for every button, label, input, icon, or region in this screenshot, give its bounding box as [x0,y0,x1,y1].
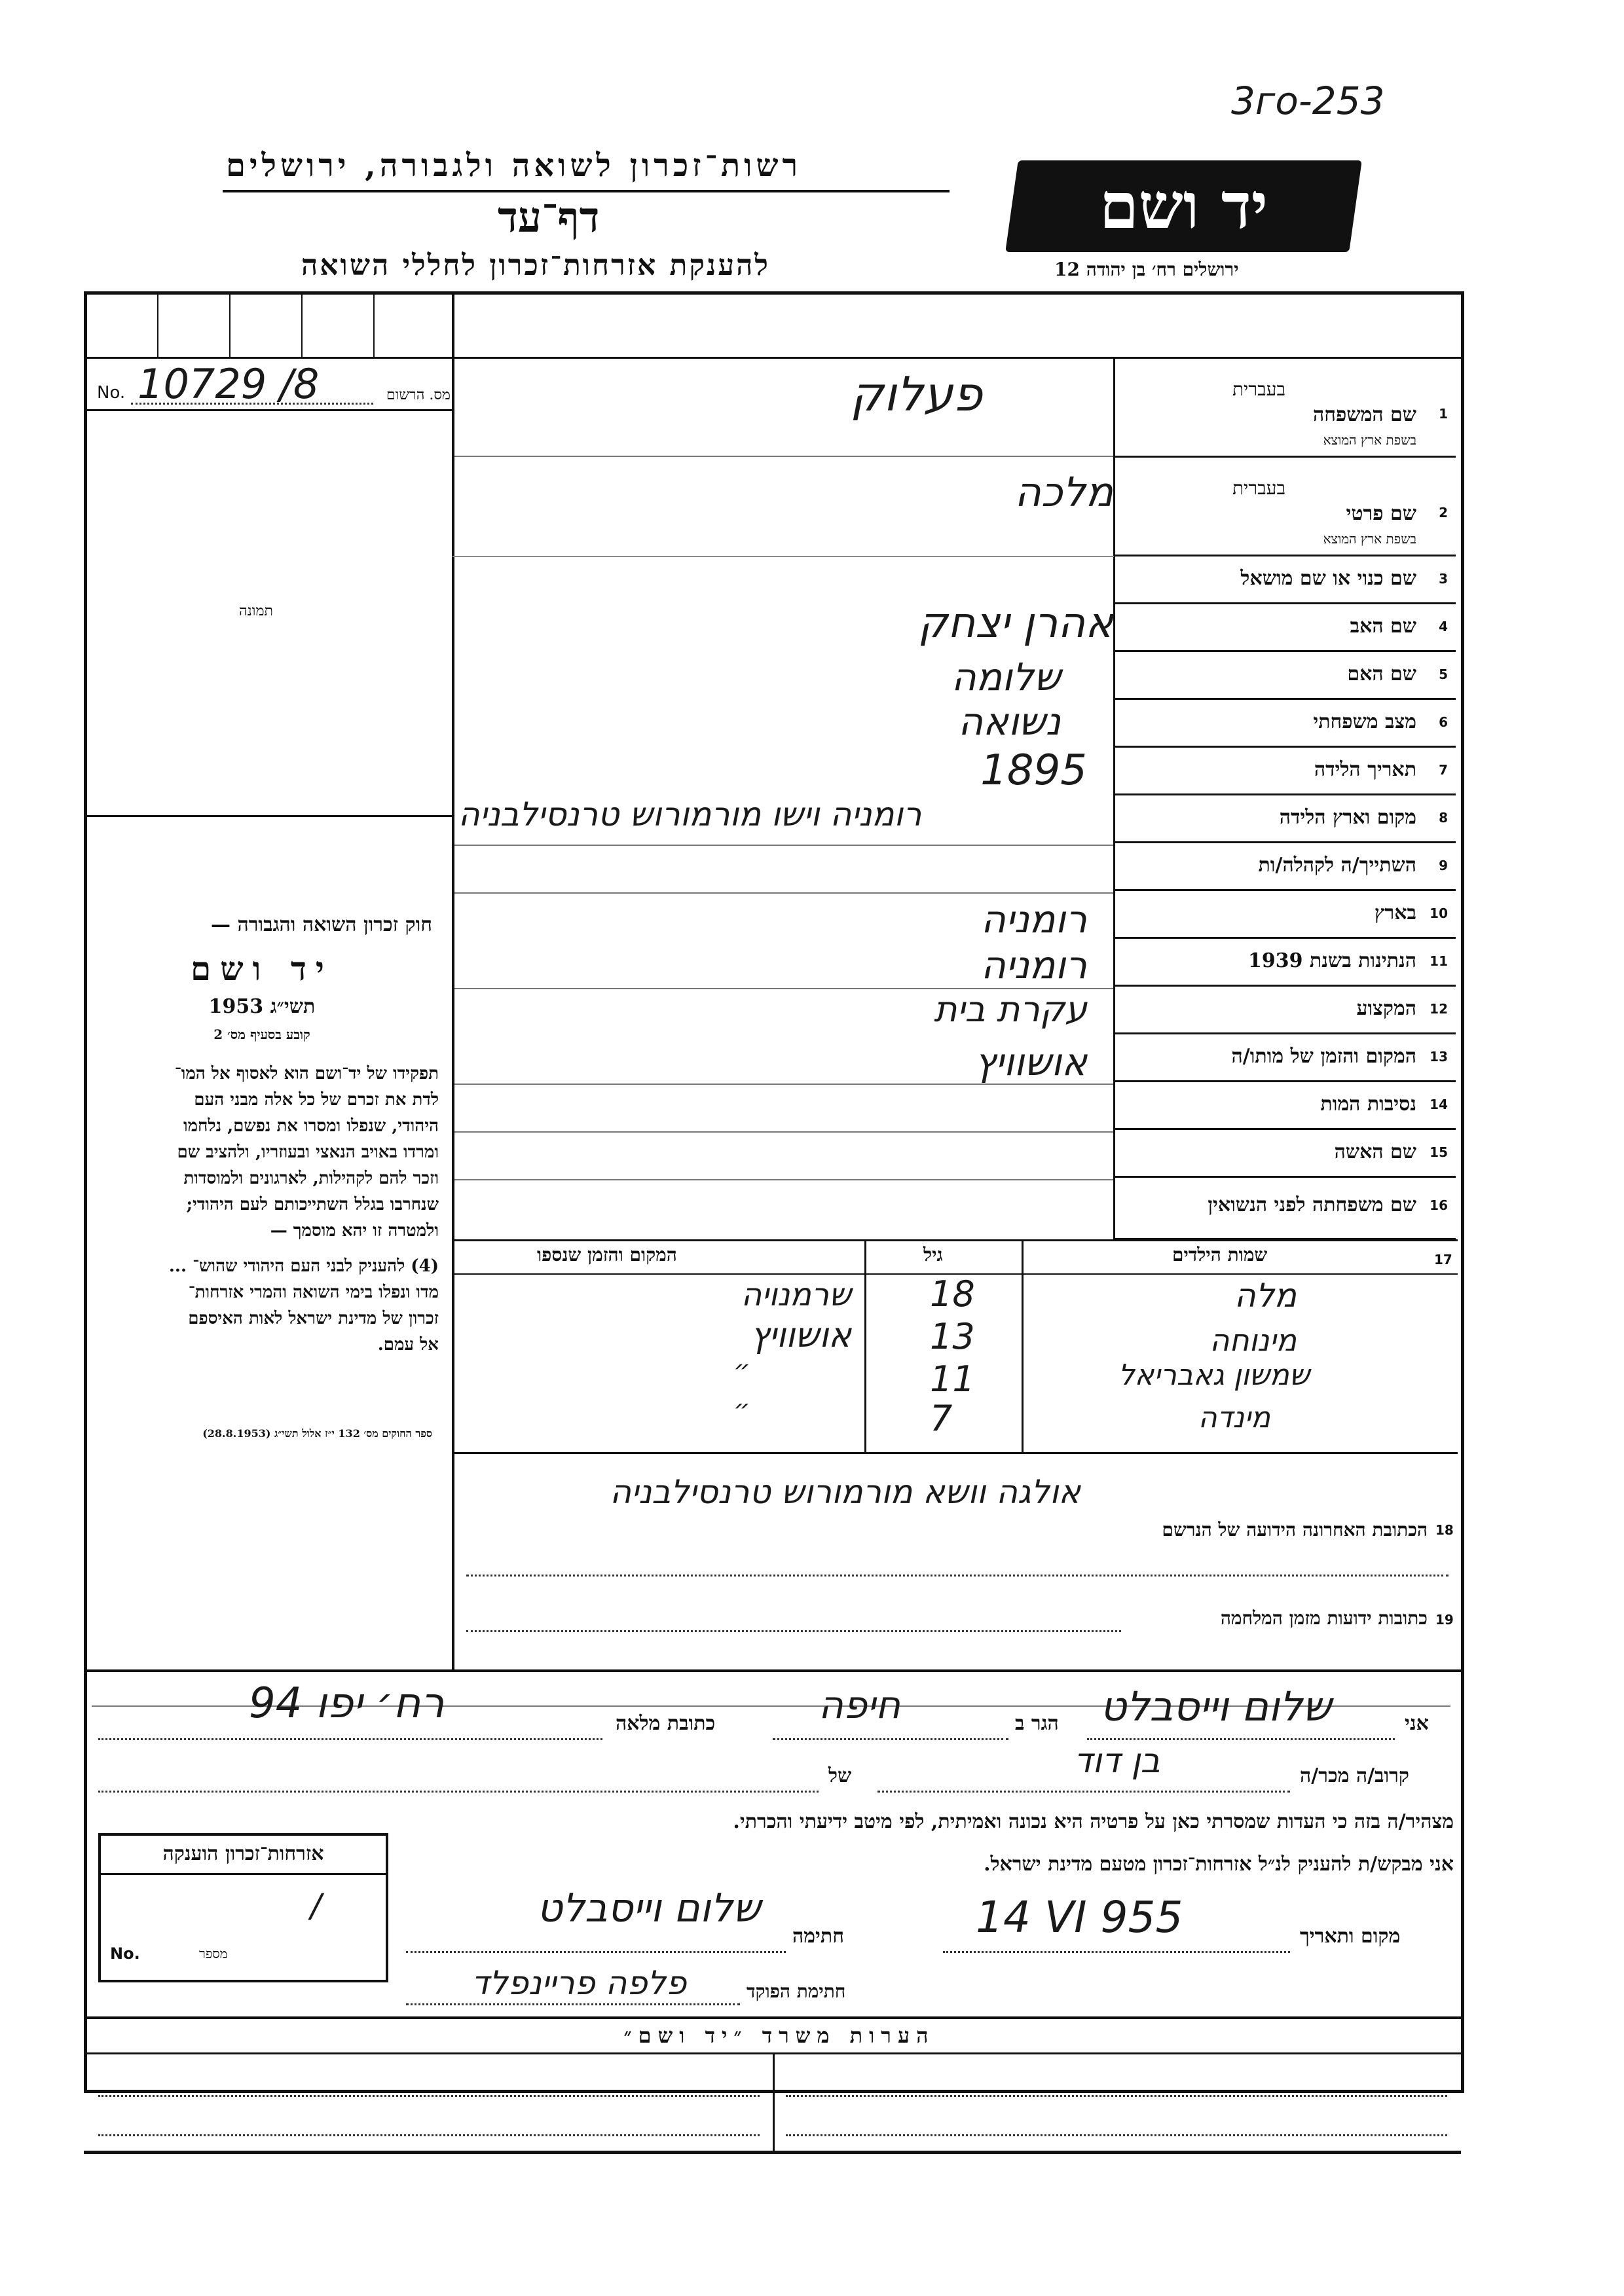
decl-statement-2: אני מבקש/ת להעניק לנ״ל אזרחות־זכרון מטעם מדינת ישראל. [984,1853,1454,1876]
law-line-8: (4) להעניק לבני העם היהודי שהוש־ ... [168,1256,439,1276]
field-label-wartime-addresses: כתובות ידועות מזמן המלחמה [1220,1607,1428,1629]
header-rule [223,190,950,192]
law-clause: קובע בסעיף מס׳ 2 [213,1027,310,1042]
decl-declarant: שלום וייסבלט [1100,1683,1332,1730]
citizenship-box [98,1833,388,1982]
country-lang-label-2: בשפת ארץ המוצא [1323,531,1416,547]
field-num-2: 2 [1439,505,1448,520]
field-label-birthdate: תאריך הלידה [1314,758,1416,781]
field-num-6: 6 [1439,714,1448,730]
law-line-5: וזכר להם לקהילות, לארגונים ולמוסדות [183,1169,439,1188]
value-father: אהרן יצחק [918,599,1113,647]
field-num-3: 3 [1439,571,1448,587]
field-label-maiden-name: שם משפחתה לפני הנשואין [1208,1194,1416,1216]
law-line-1: תפקידו של יד־ושם הוא לאסוף אל המו־ [174,1064,439,1084]
field-row-5 [1115,652,1456,700]
child-4-name: מינדה [1198,1401,1270,1434]
value-first-name: מלכה [1014,468,1113,516]
field-num-13: 13 [1430,1049,1448,1065]
children-field-num: 17 [1434,1252,1452,1267]
decl-relative-label: קרוב/ה מכר/ה [1300,1764,1409,1787]
law-line-11: אל עמם. [377,1335,439,1355]
field-row-1 [1115,359,1456,458]
citizenship-box-number-label: מספר [199,1946,228,1961]
field-row-9 [1115,843,1456,891]
law-name: יד ושם [191,949,333,988]
field-label-birthplace: מקום וארץ הלידה [1279,806,1416,829]
field-label-nationality: הנתינות בשנת 1939 [1247,949,1416,972]
value-country: רומניה [980,897,1087,941]
law-footnote: ספר החוקים מס׳ 132 י״ז אלול תשי״ג (28.8.1953) [202,1427,432,1440]
field-label-father: שם האב [1350,615,1416,638]
form-bottom-border [84,2151,1461,2154]
field-label-death-place: המקום והזמן של מותו/ה [1231,1045,1416,1068]
official-signature-label: חתימת הפוקד [747,1980,846,2002]
decl-of-label: של [828,1764,852,1787]
country-lang-label-1: בשפת ארץ המוצא [1323,432,1416,448]
field-num-8: 8 [1439,810,1448,826]
field-label-first-name: שם פרטי [1346,502,1416,525]
field-num-18: 18 [1435,1522,1454,1538]
file-number: 3го-253 [1231,79,1385,123]
child-1-age: 18 [930,1273,975,1315]
form-subtitle: להענקת אזרחות־זכרון לחללי השואה [301,249,771,282]
remarks-title: הערות משרד ״יד ושם״ [623,2023,935,2048]
law-heading: חוק זכרון השואה והגבורה — [211,913,432,936]
logo-text: יד ושם [1099,169,1268,243]
citizenship-box-title: אזרחות־זכרון הוענקה [101,1836,386,1875]
citizenship-box-no: No. [110,1944,140,1963]
value-surname: פעלוק [850,367,982,422]
field-num-7: 7 [1439,762,1448,778]
registration-prefix: No. [97,383,126,403]
registration-label: מס. הרשום [386,387,451,403]
field-row-8 [1115,795,1456,843]
field-label-wife: שם האשה [1334,1140,1416,1163]
field-label-alias: שם כנוי או שם מושאל [1240,567,1416,590]
header-address: ירושלים רח׳ בן יהודה 12 [1054,259,1239,280]
value-nationality: רומניה [980,943,1087,987]
law-line-9: מדו ונפלו בימי השואה והמרי אזרחות־ [188,1283,439,1302]
yad-vashem-logo [1005,160,1362,252]
law-line-3: היהודי, שנפלו ומסרו את נפשם, נלחמו [183,1116,439,1136]
children-header-place: המקום והזמן שנספו [537,1244,677,1266]
child-2-age: 13 [930,1316,975,1357]
field-num-12: 12 [1430,1001,1448,1017]
value-profession: עקרת בית [933,989,1087,1030]
photo-label: תמונה [239,603,273,619]
law-line-4: ומרדו באויב הנאצי ובעוזריו, ולהציב שם [177,1142,439,1162]
decl-address-label: כתובת מלאה [616,1712,716,1735]
field-label-last-address: הכתובת האחרונה הידועה של הנרשם [1162,1519,1428,1540]
child-3-place: ״ [733,1355,750,1385]
value-mother: שלומה [951,655,1061,699]
in-hebrew-label-2: בעברית [1232,477,1285,499]
field-num-19: 19 [1435,1612,1454,1628]
child-2-place: אושוויץ [750,1316,851,1355]
field-label-community: השתייך/ה לקהלה/ות [1258,854,1416,877]
children-header-age: גיל [923,1244,943,1266]
child-1-name: מלה [1234,1277,1297,1315]
field-label-country: בארץ [1374,902,1416,924]
field-row-6 [1115,700,1456,748]
field-num-16: 16 [1430,1197,1448,1213]
law-year: תשי״ג 1953 [208,995,316,1018]
authority-name: רשות־זכרון לשואה ולגבורה, ירושלים [226,147,802,184]
official-signature-value: פלפה פריינפלד [471,1964,687,2002]
value-birthplace: רומניה וישו מורמורוש טרנסילבניה [458,795,922,833]
place-date-value: 14 VI 955 [976,1892,1183,1942]
field-row-13 [1115,1034,1456,1082]
field-row-2 [1115,458,1456,556]
field-label-profession: המקצוע [1356,997,1416,1020]
in-hebrew-label-1: בעברית [1232,378,1285,400]
field-row-11 [1115,939,1456,987]
registration-number: 10729 /8 [138,360,320,408]
decl-i-label: אני [1405,1712,1429,1735]
field-num-14: 14 [1430,1097,1448,1112]
field-num-1: 1 [1439,406,1448,422]
decl-address: רח׳ יפו 94 [249,1679,445,1728]
field-row-16 [1115,1178,1456,1240]
decl-statement-1: מצהיר/ה בזה כי העדות שמסרתי כאן על פרטיה היא נכונה ואמיתית, לפי מיטב ידיעתי והכרתי. [733,1810,1454,1833]
field-num-5: 5 [1439,666,1448,682]
field-label-mother: שם האם [1347,663,1416,685]
law-line-6: שנחרבו בגלל השתייכותם לעם היהודי; [186,1195,439,1214]
value-last-address: אולגה וושא מורמורוש טרנסילבניה [610,1473,1080,1511]
signature-label: חתימה [792,1925,844,1948]
field-num-9: 9 [1439,858,1448,873]
place-date-label: מקום ותאריך [1300,1925,1401,1948]
children-header-names: שמות הילדים [1172,1244,1268,1266]
field-label-surname: שם המשפחה [1312,403,1416,426]
child-4-age: 7 [930,1398,953,1439]
child-3-age: 11 [930,1358,975,1400]
law-line-10: זכרון של מדינת ישראל לאות האיספם [188,1309,439,1328]
form-title: דף־עד [498,193,600,242]
signature-value: שלום וייסבלט [537,1886,761,1931]
child-2-name: מינוחה [1209,1322,1297,1358]
field-num-15: 15 [1430,1144,1448,1160]
child-3-name: שמשון גאבריאל [1118,1358,1310,1392]
field-row-14 [1115,1082,1456,1130]
value-death-place: אושוויץ [974,1040,1087,1084]
field-row-7 [1115,748,1456,795]
field-label-marital: מצב משפחתי [1313,710,1416,733]
field-row-12 [1115,987,1456,1034]
value-birthdate: 1895 [980,746,1087,795]
field-label-death-circumstances: נסיבות המות [1320,1093,1416,1116]
child-1-place: שרמנויה [741,1277,851,1313]
field-num-10: 10 [1430,905,1448,921]
law-line-7: ולמטרה זו יהא מוסמך — [270,1221,439,1241]
field-row-10 [1115,891,1456,939]
child-4-place: ״ [733,1394,750,1425]
value-marital: נשואה [958,699,1061,744]
field-num-4: 4 [1439,619,1448,634]
field-row-15 [1115,1130,1456,1178]
decl-resides-label: הגר ב [1015,1712,1059,1735]
citizenship-box-mark: / [310,1887,322,1925]
law-line-2: לדת את זכרם של כל אלה מבני העם [194,1090,439,1110]
field-row-3 [1115,556,1456,604]
law-body [88,1061,439,1358]
field-num-11: 11 [1430,953,1448,969]
field-row-4 [1115,604,1456,652]
decl-city: חיפה [819,1683,900,1727]
decl-relation: בן דוד [1074,1741,1160,1781]
